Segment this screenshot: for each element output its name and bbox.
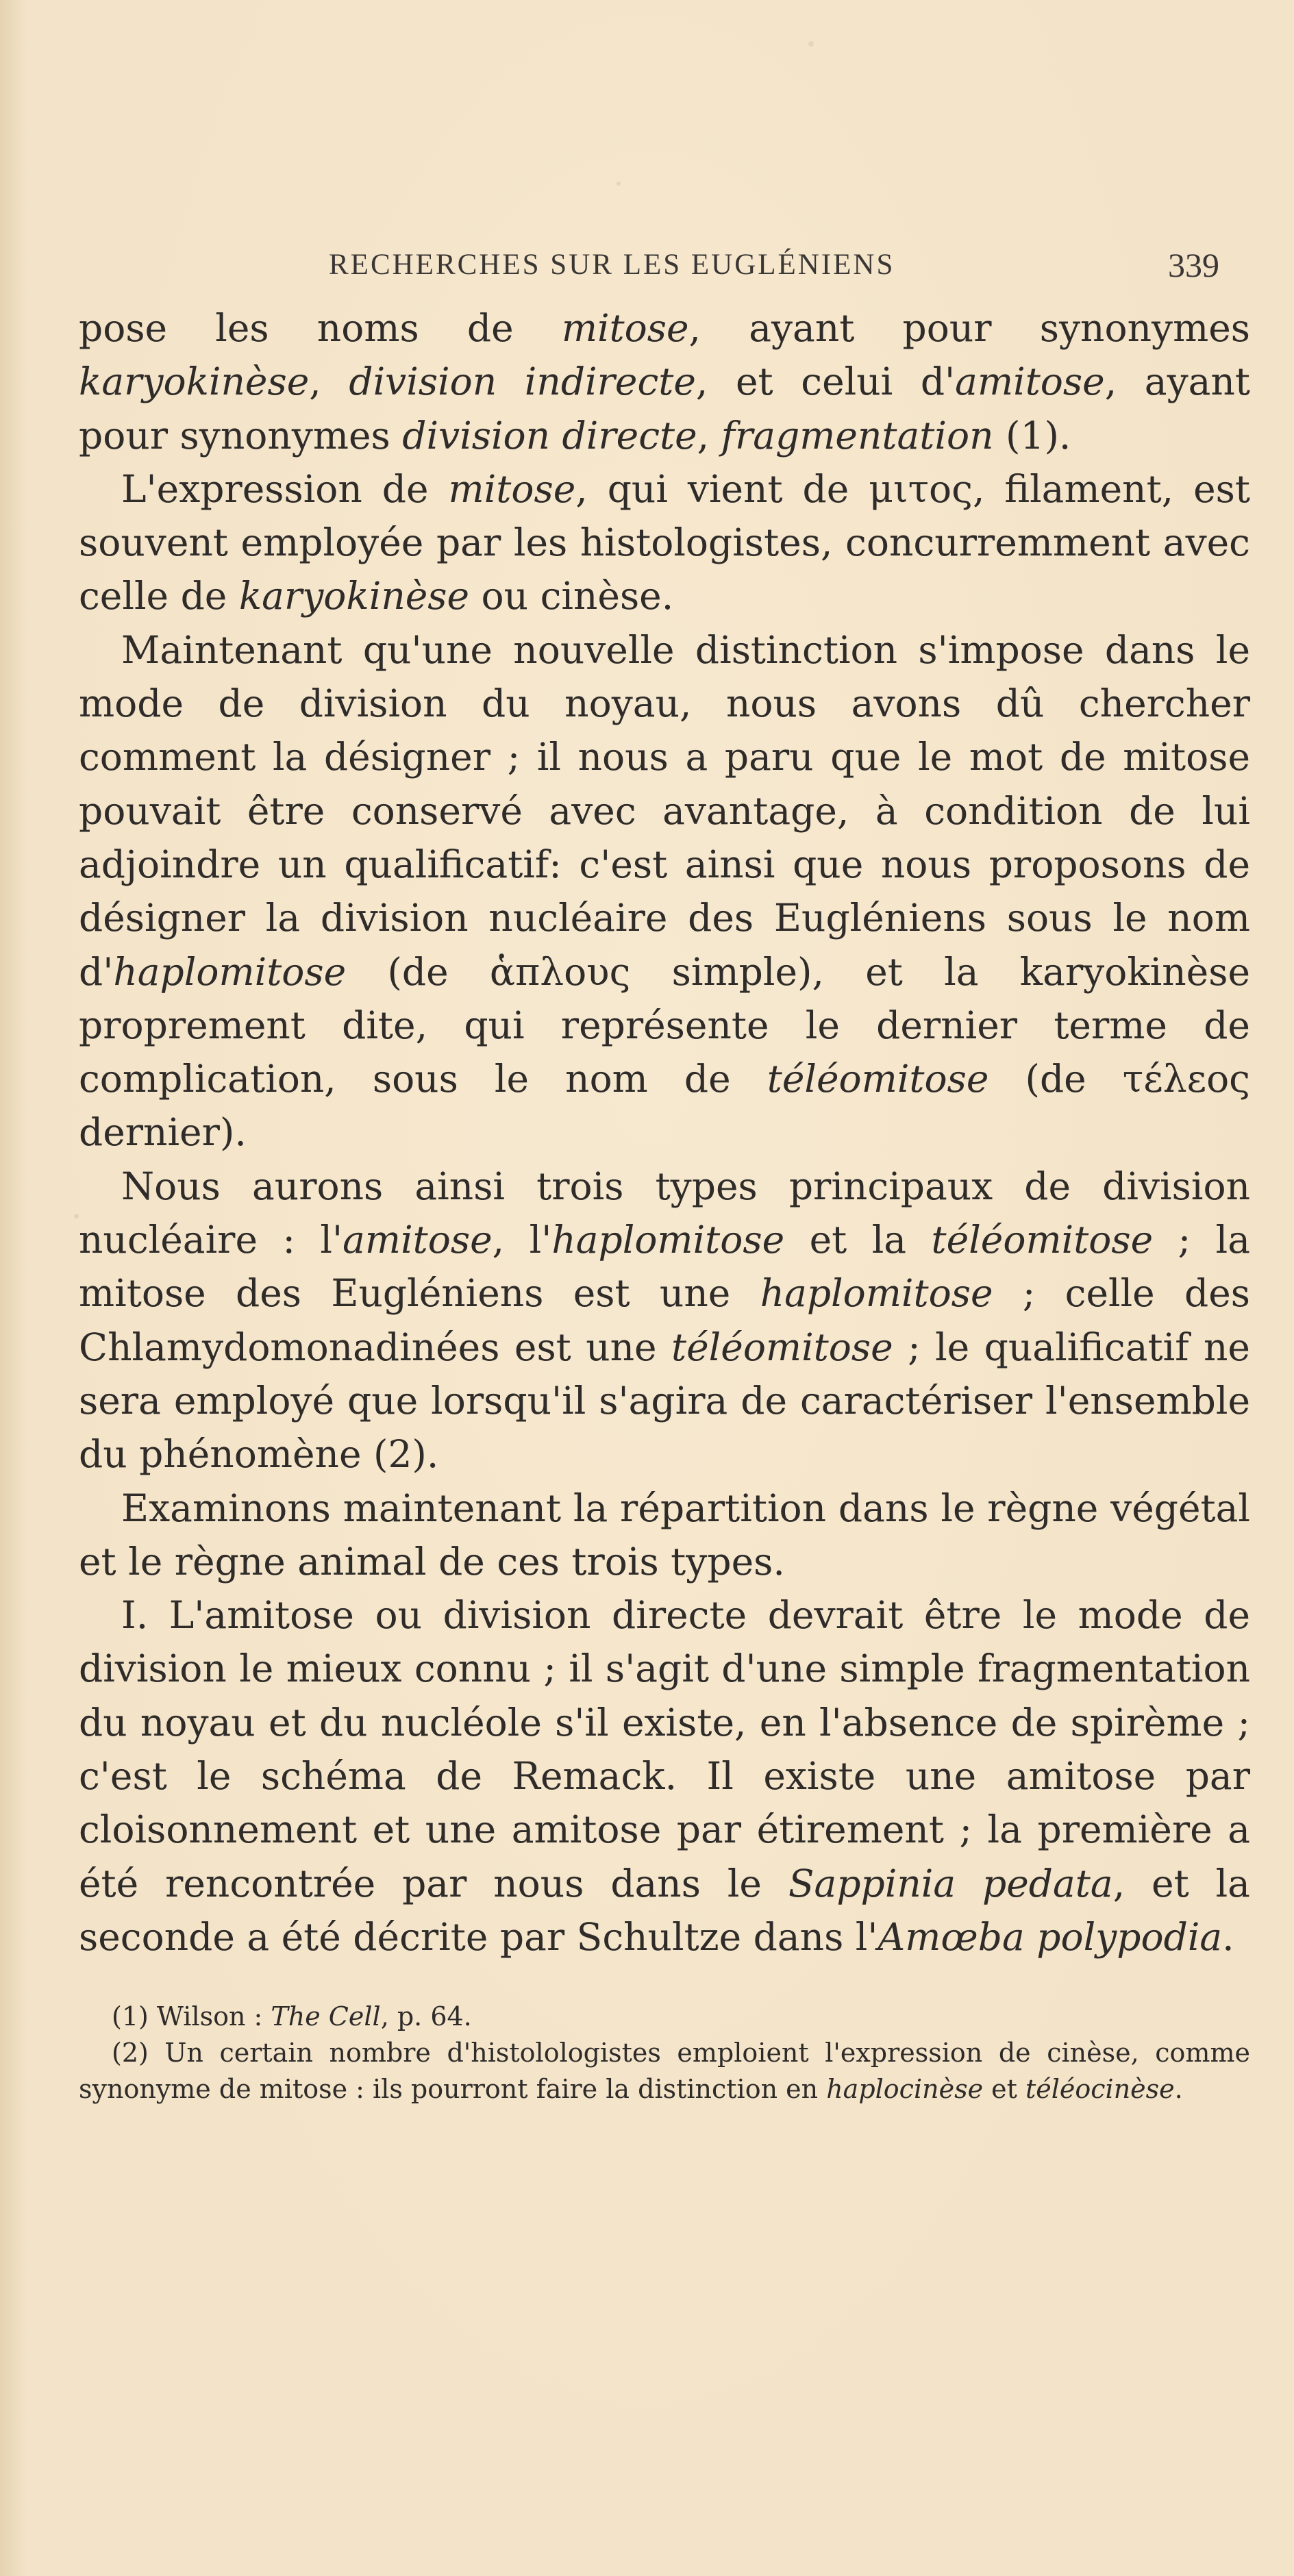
italic-term: mitose — [561, 306, 689, 350]
italic-term: karyokinèse — [79, 360, 310, 404]
paragraph-3 — [79, 623, 1250, 1160]
italic-term: téléomitose — [671, 1325, 893, 1369]
italic-term: téléocinèse — [1025, 2074, 1175, 2104]
italic-term: division indirecte — [349, 360, 696, 404]
italic-term: amitose — [343, 1218, 493, 1262]
italic-term: karyokinèse — [238, 574, 470, 618]
text-run: ; la mitose des Eugléniens est une — [79, 1218, 1250, 1316]
italic-term: haplomitose — [551, 1218, 785, 1262]
text-run: Nous aurons ainsi trois types principaux de division nucléaire : l' — [79, 1164, 1250, 1262]
paragraph-4 — [79, 1160, 1250, 1481]
body-text — [79, 301, 1250, 1964]
text-run: I. L'amitose ou division directe devrait être le mode de division le mieux connu ; il s'agit d'une simple fragmentation du noyau et du nucléole s'il existe, en l'absence de spirème ; c'est le schéma de Remack. Il existe une amitose par cloisonnement et une amitose par étirement ; la première a été rencontrée par nous dans le — [79, 1593, 1250, 1905]
italic-term: téléomitose — [931, 1218, 1154, 1262]
text-run: , l' — [492, 1218, 552, 1262]
paragraph-2 — [79, 462, 1250, 623]
text-run: , filament, est souvent employée par les histologistes, concurremment avec celle de — [79, 466, 1250, 618]
italic-term: téléomitose — [767, 1057, 989, 1101]
text-run: ou cinèse. — [469, 574, 674, 618]
italic-term: division directe — [402, 413, 697, 458]
text-run: . — [1174, 2074, 1183, 2104]
footnote-1 — [112, 1999, 1250, 2035]
greek-word: τέλεος — [1122, 1057, 1250, 1101]
text-run: (de — [988, 1057, 1123, 1101]
text-run: ; le qualificatif ne sera employé que lorsqu'il s'agira de caractériser l'ensemble du phénomène (2). — [79, 1325, 1250, 1477]
text-run: L'expression de — [121, 466, 449, 511]
page-number: 339 — [1168, 246, 1219, 284]
text-run: , — [309, 360, 349, 404]
text-run: , et la seconde a été décrite par Schultze dans l' — [79, 1861, 1250, 1959]
running-head — [329, 248, 1219, 289]
paper-stain — [74, 1214, 79, 1218]
text-run: (2) Un certain nombre d'histolologistes emploient l'expression de cinèse, comme synonyme de mitose : ils pourront faire la distinction en — [79, 2038, 1250, 2104]
italic-term: The Cell — [271, 2001, 381, 2031]
footnote-2 — [79, 2035, 1250, 2108]
text-run: , et celui d' — [695, 360, 956, 404]
paragraph-5 — [79, 1481, 1250, 1589]
footnote-ref: (1). — [993, 413, 1071, 458]
italic-term: Amœba polypodia — [878, 1914, 1223, 1959]
paragraph-1 — [79, 301, 1250, 462]
text-run: simple), et la karyokinèse proprement dite, qui représente le dernier terme de complication, sous le nom de — [79, 949, 1250, 1101]
italic-term: haplomitose — [760, 1271, 993, 1316]
text-run: ; celle des Chlamydomonadinées est une — [79, 1271, 1251, 1369]
text-run: et la — [784, 1218, 932, 1262]
text-run: et — [983, 2074, 1025, 2104]
greek-word: μιτος — [869, 466, 973, 511]
text-run: . — [1222, 1914, 1234, 1959]
text-run: , qui vient de — [575, 466, 869, 511]
italic-term: mitose — [448, 466, 576, 511]
italic-term: haplomitose — [113, 949, 347, 994]
paper-stain — [617, 182, 621, 186]
text-run: , ayant pour synonymes — [688, 306, 1250, 350]
text-run: Maintenant qu'une nouvelle distinction s'impose dans le mode de division du noyau, nous avons dû chercher comment la désigner ; il nous a paru que le mot de mitose pouvait être conservé avec avantage, à condition de lui adjoindre un qualificatif: c'est ainsi que nous proposons de désigner la division nucléaire des Eugléniens sous le nom d' — [79, 627, 1250, 994]
italic-term: amitose — [955, 360, 1105, 404]
text-run: Examinons maintenant la répartition dans le règne végétal et le règne animal de ces trois types. — [79, 1486, 1250, 1584]
text-run: , — [697, 413, 721, 458]
italic-term: Sappinia pedata — [788, 1861, 1113, 1905]
text-run: (1) Wilson : — [112, 2001, 271, 2031]
greek-word: ἁπλους — [489, 949, 631, 994]
text-run: , ayant pour synonymes — [79, 360, 1250, 458]
text-run: dernier). — [79, 1110, 247, 1155]
running-title: RECHERCHES SUR LES EUGLÉNIENS — [329, 249, 895, 281]
italic-term: haplocinèse — [826, 2074, 984, 2104]
text-run: (de — [346, 949, 490, 994]
footnotes — [79, 1999, 1250, 2108]
paper-stain — [808, 41, 814, 47]
text-run: , p. 64. — [380, 2001, 472, 2031]
paragraph-6 — [79, 1588, 1250, 1964]
text-run: pose les noms de — [79, 306, 562, 350]
italic-term: fragmentation — [721, 413, 994, 458]
